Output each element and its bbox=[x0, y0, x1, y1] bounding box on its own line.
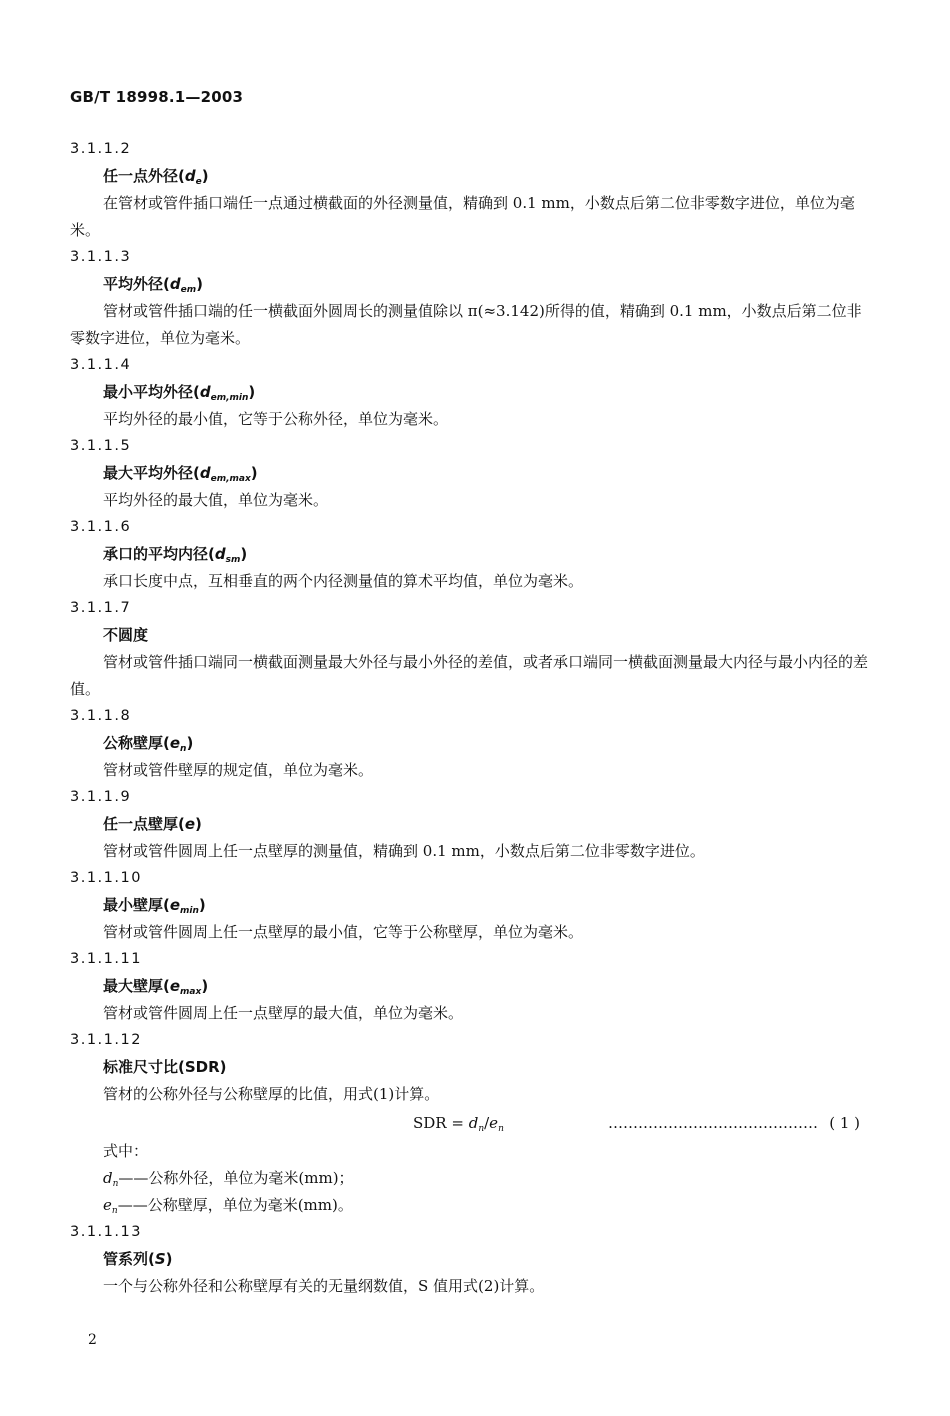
clause-number: 3.1.1.13 bbox=[70, 1224, 142, 1240]
where-label: 式中： bbox=[103, 1142, 149, 1160]
variable-definition: $d_n——$公称外径，单位为毫米(mm)； bbox=[103, 1169, 354, 1189]
term-definition: 管材的公称外径与公称壁厚的比值，用式(1)计算。 bbox=[103, 1085, 440, 1103]
clause-number: 3.1.1.6 bbox=[70, 519, 132, 535]
term-title: 最大壁厚$(e_{max})$ bbox=[103, 977, 209, 997]
term-title: 最小平均外径$(d_{em,min})$ bbox=[103, 383, 256, 403]
term-title: 最小壁厚$(e_{min})$ bbox=[103, 896, 206, 916]
formula-expression: SDR = $d_n/e_n$ bbox=[413, 1114, 504, 1134]
term-definition: 平均外径的最小值，它等于公称外径，单位为毫米。 bbox=[103, 410, 449, 428]
term-title: 公称壁厚$(e_n)$ bbox=[103, 734, 194, 754]
clause-number: 3.1.1.9 bbox=[70, 789, 132, 805]
document-body bbox=[70, 136, 870, 1300]
term-definition: 承口长度中点，互相垂直的两个内径测量值的算术平均值，单位为毫米。 bbox=[103, 572, 584, 590]
term-definition: 在管材或管件插口端任一点通过横截面的外径测量值，精确到 0.1 mm，小数点后第二位非零数字进位，单位为毫米。 bbox=[70, 194, 855, 239]
term-title: 标准尺寸比(SDR) bbox=[103, 1058, 227, 1076]
term-title: 不圆度 bbox=[103, 626, 149, 644]
clause-number: 3.1.1.3 bbox=[70, 249, 132, 265]
term-definition: 管材或管件插口端同一横截面测量最大外径与最小外径的差值，或者承口端同一横截面测量最大内径与最小内径的差值。 bbox=[70, 653, 869, 698]
clause-number: 3.1.1.8 bbox=[70, 708, 132, 724]
term-title: 任一点外径$(d_e)$ bbox=[103, 167, 209, 187]
clause-number: 3.1.1.7 bbox=[70, 600, 132, 616]
term-definition: 管材或管件插口端的任一横截面外圆周长的测量值除以 π(≈3.142)所得的值，精确到 0.1 mm，小数点后第二位非零数字进位，单位为毫米。 bbox=[70, 302, 862, 347]
term-title: 承口的平均内径$(d_{sm})$ bbox=[103, 545, 248, 565]
term-title: 最大平均外径$(d_{em,max})$ bbox=[103, 464, 258, 484]
term-definition: 一个与公称外径和公称壁厚有关的无量纲数值，S 值用式(2)计算。 bbox=[103, 1277, 545, 1295]
clause-number: 3.1.1.4 bbox=[70, 357, 132, 373]
standard-code: GB/T 18998.1—2003 bbox=[70, 88, 244, 106]
term-definition: 管材或管件圆周上任一点壁厚的测量值，精确到 0.1 mm，小数点后第二位非零数字进位。 bbox=[103, 842, 705, 860]
term-title: 任一点壁厚(e) bbox=[103, 815, 202, 833]
term-definition: 管材或管件圆周上任一点壁厚的最小值，它等于公称壁厚，单位为毫米。 bbox=[103, 923, 584, 941]
formula-leader-dots: …………………………………… bbox=[608, 1114, 818, 1132]
term-definition: 管材或管件圆周上任一点壁厚的最大值，单位为毫米。 bbox=[103, 1004, 464, 1022]
clause-number: 3.1.1.5 bbox=[70, 438, 132, 454]
term-definition: 管材或管件壁厚的规定值，单位为毫米。 bbox=[103, 761, 374, 779]
term-definition: 平均外径的最大值，单位为毫米。 bbox=[103, 491, 329, 509]
variable-definition: $e_n——$公称壁厚，单位为毫米(mm)。 bbox=[103, 1196, 353, 1216]
clause-number: 3.1.1.12 bbox=[70, 1032, 142, 1048]
formula-number: ( 1 ) bbox=[829, 1114, 860, 1132]
clause-number: 3.1.1.11 bbox=[70, 951, 142, 967]
term-title: 管系列(S) bbox=[103, 1250, 173, 1268]
page-number: 2 bbox=[88, 1332, 97, 1348]
clause-number: 3.1.1.10 bbox=[70, 870, 142, 886]
clause-number: 3.1.1.2 bbox=[70, 141, 132, 157]
term-title: 平均外径$(d_{em})$ bbox=[103, 275, 203, 295]
formula-1 bbox=[70, 1108, 870, 1138]
